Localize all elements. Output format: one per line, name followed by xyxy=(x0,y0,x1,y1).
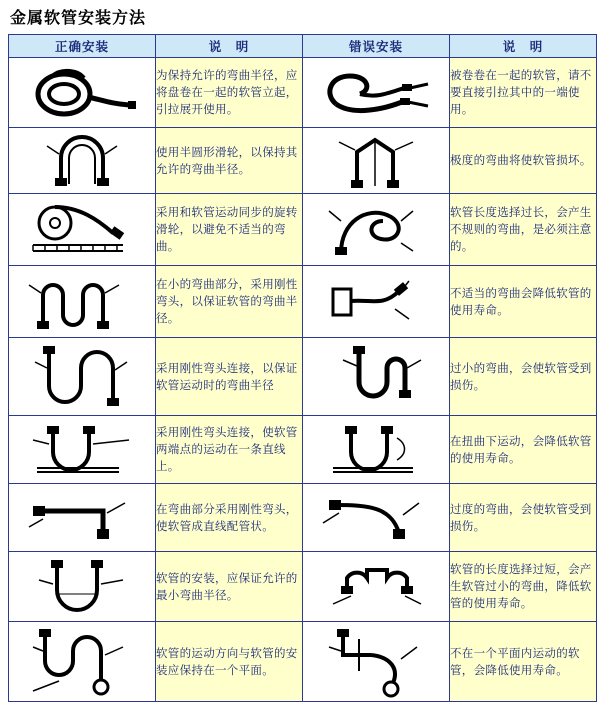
table-header-row xyxy=(9,35,597,58)
rigid-elbow-small-bend-icon xyxy=(9,271,155,333)
wrong-image-cell xyxy=(303,58,450,128)
correct-image-cell xyxy=(9,416,156,484)
column-header-correct-install: 正确安装 xyxy=(9,35,156,58)
coiled-hose-pulled-icon xyxy=(303,64,449,122)
correct-image-cell xyxy=(9,338,156,416)
correct-desc-cell: 为保持允许的弯曲半径，应将盘卷在一起的软管立起，引拉展开使用。 xyxy=(156,58,303,128)
wrong-image-cell xyxy=(303,416,450,484)
wrong-desc-cell: 极度的弯曲将使软管损坏。 xyxy=(450,128,597,194)
correct-image-cell xyxy=(9,58,156,128)
table-row xyxy=(9,128,597,194)
correct-image-cell xyxy=(9,622,156,702)
table-row xyxy=(9,194,597,266)
column-header-wrong-install: 错误安装 xyxy=(303,35,450,58)
excessive-bend-damage-icon xyxy=(303,489,449,547)
table-row xyxy=(9,338,597,416)
correct-image-cell xyxy=(9,552,156,622)
too-long-hose-irregular-bend-icon xyxy=(303,199,449,261)
table-row xyxy=(9,416,597,484)
correct-desc-cell: 使用半圆形滑轮，以保持其允许的弯曲半径。 xyxy=(156,128,303,194)
correct-desc-cell: 在弯曲部分采用刚性弯头，使软管成直线配管状。 xyxy=(156,484,303,552)
wrong-image-cell xyxy=(303,552,450,622)
wrong-desc-cell: 不在一个平面内运动的软管，会降低使用寿命。 xyxy=(450,622,597,702)
too-tight-bend-icon xyxy=(303,342,449,412)
table-row xyxy=(9,484,597,552)
semicircle-sheave-icon xyxy=(9,132,155,190)
wrong-desc-cell: 被卷卷在一起的软管，请不要直接引拉其中的一端使用。 xyxy=(450,58,597,128)
u-bend-straight-line-icon xyxy=(9,420,155,480)
wrong-image-cell xyxy=(303,266,450,338)
wrong-image-cell xyxy=(303,622,450,702)
correct-image-cell xyxy=(9,266,156,338)
wrong-desc-cell: 软管的长度选择过短，会产生软管过小的弯曲，降低软管的使用寿命。 xyxy=(450,552,597,622)
out-of-plane-motion-icon xyxy=(303,625,449,699)
rigid-elbow-connection-icon xyxy=(9,342,155,412)
correct-desc-cell: 采用刚性弯头连接，使软管两端点的运动在一条直线上。 xyxy=(156,416,303,484)
wrong-desc-cell: 过小的弯曲，会使软管受到损伤。 xyxy=(450,338,597,416)
correct-desc-cell: 软管的安装，应保证允许的最小弯曲半径。 xyxy=(156,552,303,622)
sync-rotating-sheave-icon xyxy=(9,199,155,261)
wrong-image-cell xyxy=(303,128,450,194)
correct-desc-cell: 在小的弯曲部分，采用刚性弯头，以保证软管的弯曲半径。 xyxy=(156,266,303,338)
wrong-image-cell xyxy=(303,338,450,416)
wrong-desc-cell: 软管长度选择过长，会产生不规则的弯曲，是必须注意的。 xyxy=(450,194,597,266)
table-row xyxy=(9,266,597,338)
table-row xyxy=(9,58,597,128)
table-header xyxy=(9,35,597,58)
column-header-wrong-desc: 说 明 xyxy=(450,35,597,58)
page-title: 金属软管安装方法 xyxy=(10,8,147,27)
correct-desc-cell: 采用刚性弯头连接，以保证软管运动时的弯曲半径 xyxy=(156,338,303,416)
wrong-image-cell xyxy=(303,484,450,552)
torsion-motion-icon xyxy=(303,420,449,480)
correct-image-cell xyxy=(9,194,156,266)
same-plane-motion-icon xyxy=(9,625,155,699)
installation-methods-table xyxy=(8,34,597,702)
min-bend-radius-u-icon xyxy=(9,556,155,618)
wrong-desc-cell: 不适当的弯曲会降低软管的使用寿命。 xyxy=(450,266,597,338)
wrong-desc-cell: 在扭曲下运动，会降低软管的使用寿命。 xyxy=(450,416,597,484)
too-long-small-bend-icon xyxy=(303,556,449,618)
correct-image-cell xyxy=(9,128,156,194)
table-row xyxy=(9,552,597,622)
correct-desc-cell: 采用和软管运动同步的旋转滑轮，以避免不适当的弯曲。 xyxy=(156,194,303,266)
coiled-hose-vertical-icon xyxy=(9,64,155,122)
correct-image-cell xyxy=(9,484,156,552)
straight-pipe-elbow-icon xyxy=(9,489,155,547)
improper-bend-lifespan-icon xyxy=(303,271,449,333)
wrong-image-cell xyxy=(303,194,450,266)
column-header-correct-desc: 说 明 xyxy=(156,35,303,58)
table-body xyxy=(9,58,597,702)
table-row xyxy=(9,622,597,702)
correct-desc-cell: 软管的运动方向与软管的安装应保持在一个平面。 xyxy=(156,622,303,702)
sharp-bend-pulley-icon xyxy=(303,132,449,190)
wrong-desc-cell: 过度的弯曲，会使软管受到损伤。 xyxy=(450,484,597,552)
